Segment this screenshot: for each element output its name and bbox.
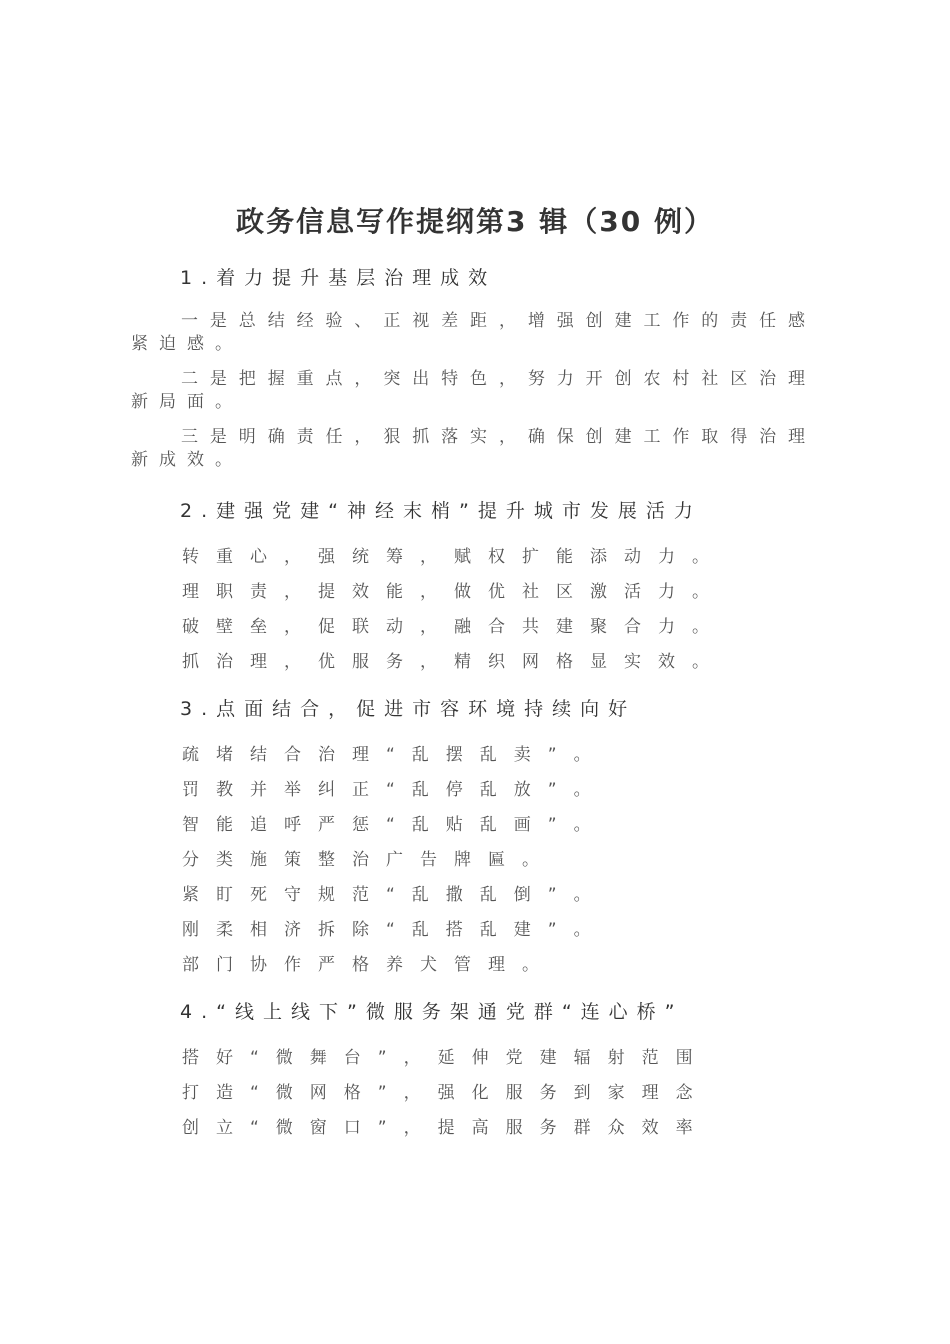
list-item-3-3: 智能追呼严惩“乱贴乱画”。	[182, 815, 608, 835]
list-item-4-2: 打造“微网格”，强化服务到家理念	[182, 1083, 710, 1103]
list-item-3-5: 紧盯死守规范“乱撒乱倒”。	[182, 885, 608, 905]
list-item-4-1: 搭好“微舞台”，延伸党建辐射范围	[182, 1048, 710, 1068]
list-item-4-3: 创立“微窗口”，提高服务群众效率	[182, 1118, 710, 1138]
list-item-2-3: 破壁垒，促联动，融合共建聚合力。	[182, 617, 726, 637]
document-title: 政务信息写作提纲第3 辑（30 例）	[236, 205, 714, 238]
list-item-3-6: 刚柔相济拆除“乱搭乱建”。	[182, 920, 608, 940]
paragraph-1-3: 三是明确责任，狠抓落实，确保创建工作取得治理新成效。	[131, 427, 816, 470]
list-item-2-1: 转重心，强统筹，赋权扩能添动力。	[182, 547, 726, 567]
section-heading-4: 4.“线上线下”微服务架通党群“连心桥”	[180, 1001, 684, 1023]
list-item-3-2: 罚教并举纠正“乱停乱放”。	[182, 780, 608, 800]
paragraph-1-1: 一是总结经验、正视差距，增强创建工作的责任感紧迫感。	[131, 311, 816, 354]
paragraph-1-2: 二是把握重点，突出特色，努力开创农村社区治理新局面。	[131, 369, 816, 412]
list-item-3-7: 部门协作严格养犬管理。	[182, 955, 556, 975]
section-heading-2: 2.建强党建“神经末梢”提升城市发展活力	[180, 500, 702, 522]
section-heading-1: 1.着力提升基层治理成效	[180, 267, 497, 289]
list-item-3-4: 分类施策整治广告牌匾。	[182, 850, 556, 870]
section-heading-3: 3.点面结合，促进市容环境持续向好	[180, 698, 637, 720]
list-item-2-4: 抓治理，优服务，精织网格显实效。	[182, 652, 726, 672]
list-item-3-1: 疏堵结合治理“乱摆乱卖”。	[182, 745, 608, 765]
list-item-2-2: 理职责，提效能，做优社区激活力。	[182, 582, 726, 602]
